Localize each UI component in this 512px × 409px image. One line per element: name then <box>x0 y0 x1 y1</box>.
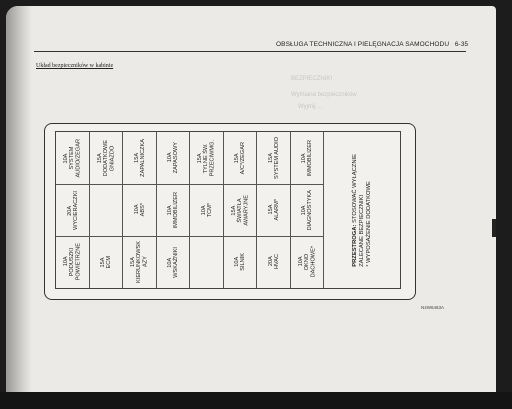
faint-text-3: Wyjmij ... <box>298 104 323 110</box>
fuse-table <box>55 131 401 289</box>
table-surface <box>0 392 512 409</box>
fuse-cell: 10A SYSTEM AUDIO/ZEGAR <box>63 138 82 178</box>
chapter-tab <box>492 219 496 237</box>
header-rule <box>34 51 466 52</box>
manual-page <box>6 6 496 404</box>
page-header <box>276 41 468 48</box>
fuse-cell <box>190 236 224 288</box>
fuse-cell: 15A ECM <box>100 255 113 269</box>
figure-code: N4W6463A <box>421 305 445 310</box>
fuse-cell: 10A IMMOBILIZER <box>167 191 180 229</box>
section-title: Układ bezpieczników w kabinie <box>36 63 114 69</box>
fuse-cell: 15A A/C*/ZEGAR <box>234 141 247 175</box>
faint-text-1: BEZPIECZNIKI <box>291 76 333 82</box>
fuse-cell: 15A KIERUNKOWSK AZY <box>130 241 149 283</box>
fuse-cell: 10A IMMOBILIZER <box>301 139 314 177</box>
header-title: OBSŁUGA TECHNICZNA I PIELĘGNACJA SAMOCHODU <box>276 41 450 48</box>
fuse-cell: 20A WYCIERACZKI <box>66 190 79 230</box>
page-number: 6-35 <box>454 41 469 48</box>
fuse-cell: 10A ABS* <box>133 203 146 217</box>
fuse-cell: 15A ALARM* <box>267 199 280 221</box>
fuse-cell: 15A SYSTEM AUDIO <box>267 137 280 179</box>
fuse-cell: 15A TYLNE ŚW. PRZECIWMG. <box>197 139 216 177</box>
fuse-cell: 15A ZAPALNICZKA <box>133 139 146 177</box>
fuse-cell: 10A TCM* <box>200 202 213 218</box>
warning-label: PRZESTROGA: <box>351 224 358 267</box>
fuse-cell: 10A SILNIK <box>234 253 247 271</box>
fuse-cell <box>90 184 124 236</box>
faint-text-2: Wymiana bezpieczników <box>291 92 357 98</box>
fuse-cell: 10A OKNO DACHOWE* <box>297 246 317 278</box>
warning-text: STOSOWAĆ WYŁĄCZNIE ZALECANE BEZPIECZNIKI * WYPOSAŻENIE DODATKOWE <box>351 153 372 267</box>
fuse-cell: 15A ŚWIATŁA AWARYJNE <box>230 194 250 226</box>
fuse-cell: 15A DODATKOWE GNIAZDO <box>96 139 116 177</box>
fuse-cell: 10A ZAPASOWY <box>167 142 180 174</box>
fuse-cell: 10A WSKAŹNIKI <box>167 246 180 278</box>
warning-note <box>324 132 400 288</box>
fuse-cell: 10A DIAGNOSTYKA <box>301 189 314 231</box>
book-spine-shadow <box>6 6 32 404</box>
fuse-cell: 20A HVAC <box>267 254 280 270</box>
fuse-cell: 10A PODUSZKI POWIETRZNE <box>63 243 82 281</box>
